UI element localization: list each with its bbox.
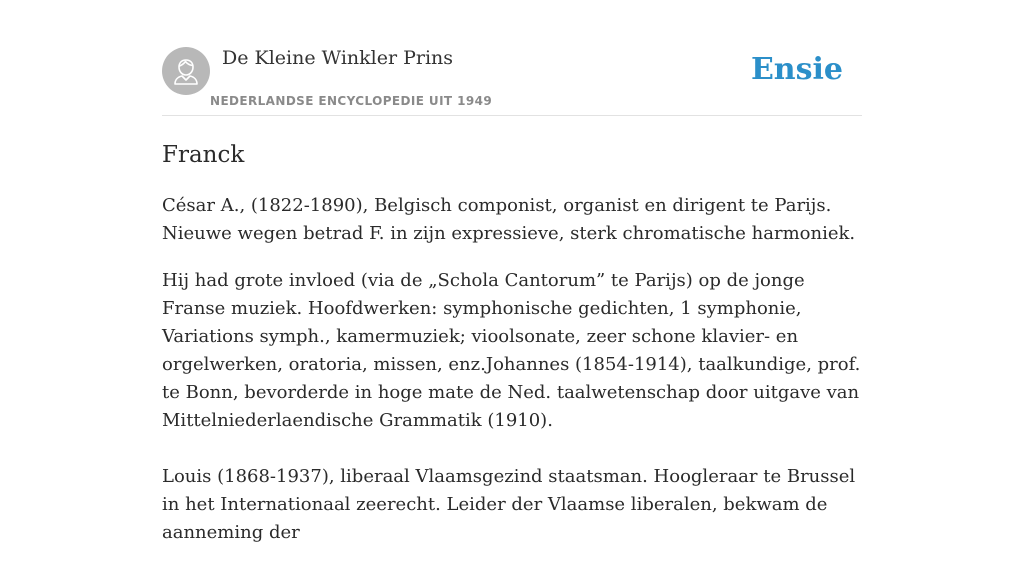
source-subtitle: NEDERLANDSE ENCYCLOPEDIE UIT 1949 xyxy=(210,94,493,108)
entry-paragraph: Louis (1868-1937), liberaal Vlaamsgezind staatsman. Hoogleraar te Brussel in het Internationaal zeerecht. Leider der Vlaamse liberalen, bekwam de aanneming der xyxy=(162,466,856,543)
entry-header xyxy=(162,46,862,116)
user-silhouette-icon xyxy=(162,47,210,95)
entry-paragraph: César A., (1822-1890), Belgisch componist, organist en dirigent te Parijs. Nieuwe wegen betrad F. in zijn expressieve, sterk chromatische harmoniek. xyxy=(162,195,856,244)
ensie-logo-link[interactable]: Ensie xyxy=(750,52,843,87)
entry-body xyxy=(162,192,872,566)
source-title[interactable]: De Kleine Winkler Prins xyxy=(222,47,454,69)
avatar[interactable] xyxy=(162,47,210,95)
entry-title: Franck xyxy=(162,142,245,168)
entry-paragraph: Hij had grote invloed (via de „Schola Cantorum” te Parijs) op de jonge Franse muziek. Hoofdwerken: symphonische gedichten, 1 symphonie, Variations symph., kamermuziek; vioolsonate, zeer schone klavier- en orgelwerken, oratoria, missen, enz.Johannes (1854-1914), taalkundige, prof. te Bonn, bevorderde in hoge mate de Ned. taalwetenschap door uitgave van Mittelniederlaendische Grammatik (1910). xyxy=(162,270,861,431)
